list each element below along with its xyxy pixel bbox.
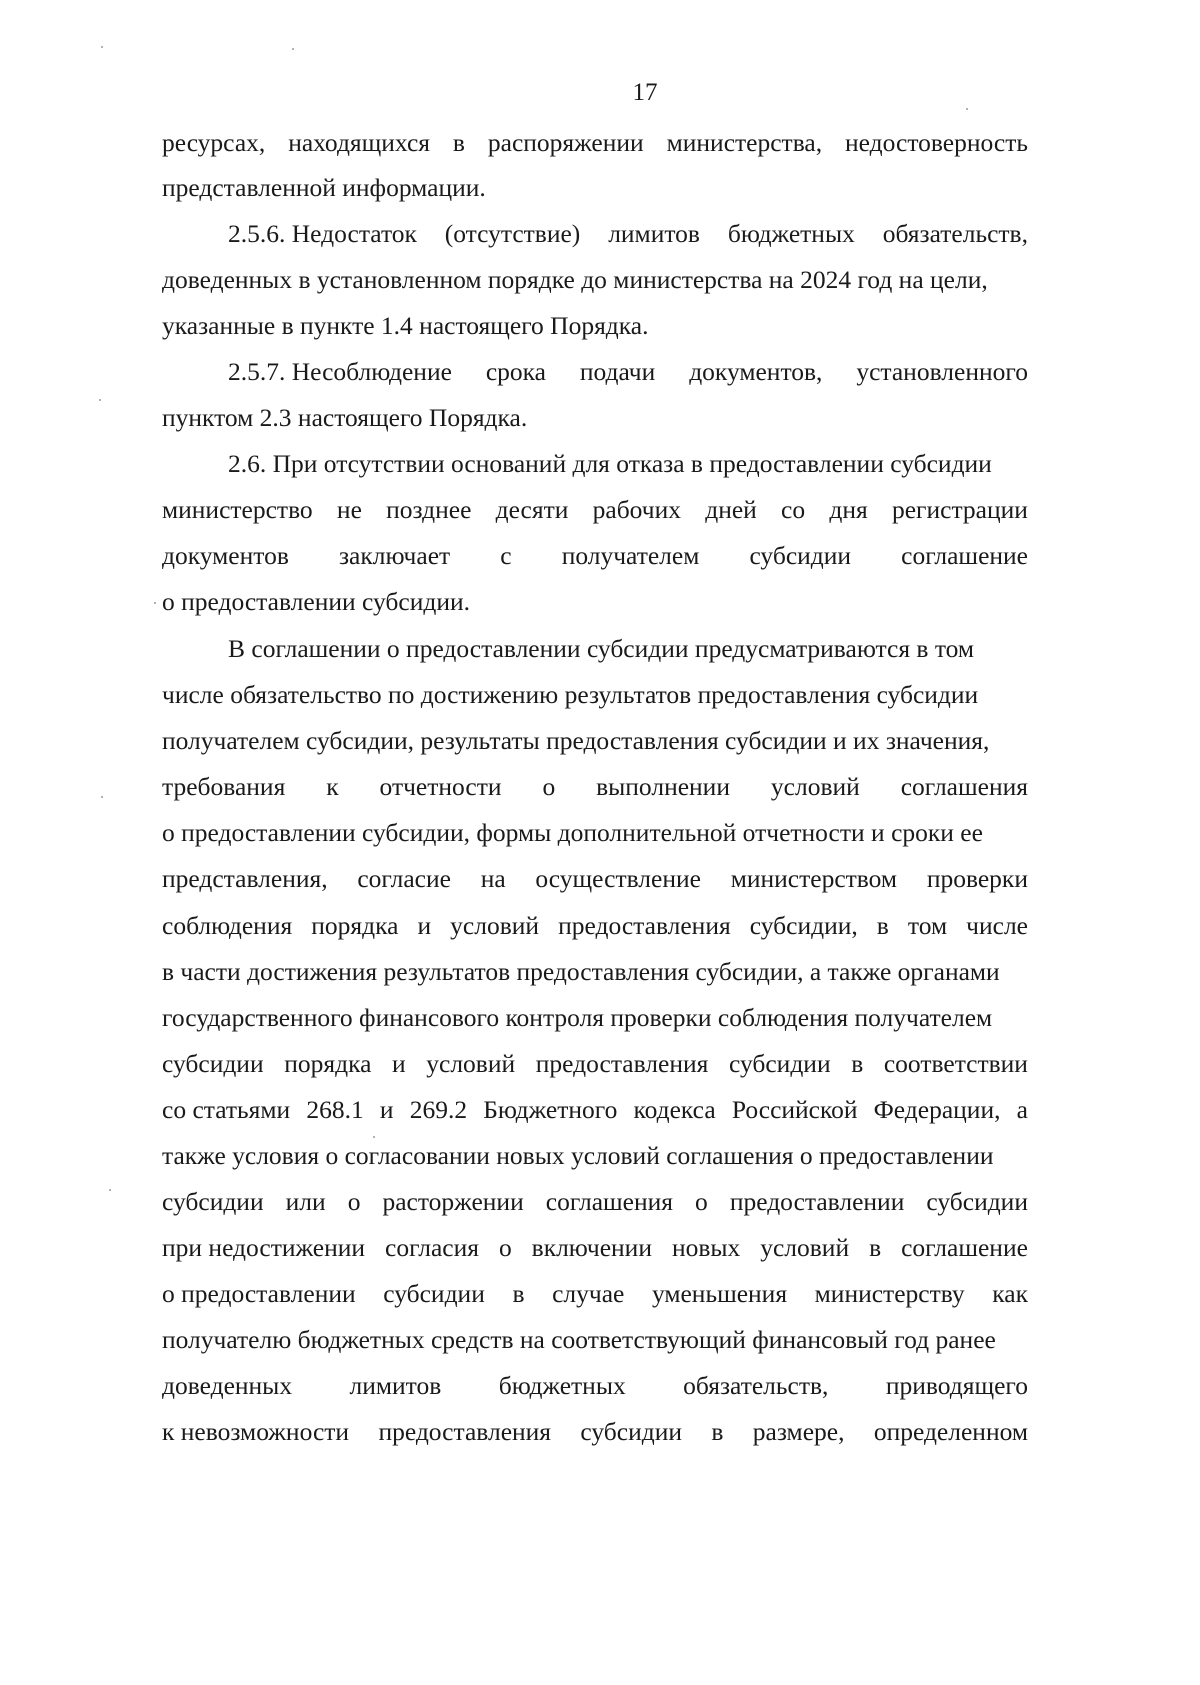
word: и <box>417 911 432 940</box>
word: Российской <box>731 1095 858 1124</box>
word: субсидии <box>926 1187 1028 1216</box>
word: Бюджетного <box>483 1095 618 1124</box>
word: документов, <box>689 357 823 386</box>
text-line-27: получателю бюджетных средств на соответствующий финансовый год ранее <box>162 1325 996 1354</box>
word: субсидии <box>162 1187 264 1216</box>
word: предоставления <box>535 1049 709 1078</box>
word: уменьшения <box>651 1279 788 1308</box>
word: соответствии <box>883 1049 1028 1078</box>
text-line-3 <box>228 217 1028 251</box>
word: доведенных <box>162 1371 293 1400</box>
word: числе <box>966 911 1028 940</box>
text-line-23: также условия о согласовании новых условий соглашения о предоставлении <box>162 1141 994 1170</box>
word: лимитов <box>608 219 700 248</box>
word: субсидии <box>749 541 852 570</box>
word: расторжении <box>382 1187 524 1216</box>
word: проверки <box>926 864 1028 893</box>
text-line-15 <box>162 770 1028 804</box>
word: со статьями <box>162 1095 291 1124</box>
word: бюджетных <box>727 219 855 248</box>
word: к невозможности <box>162 1417 350 1446</box>
word: позднее <box>386 495 472 524</box>
word: или <box>285 1187 326 1216</box>
word: в <box>876 911 889 940</box>
text-line-16: о предоставлении субсидии, формы дополнительной отчетности и сроки ее <box>162 818 983 847</box>
word: субсидии <box>728 1049 831 1078</box>
word: предоставлении <box>729 1187 905 1216</box>
word: субсидии <box>383 1279 485 1308</box>
word: ресурсах, <box>162 128 266 157</box>
word: согласие <box>357 864 451 893</box>
word: дня <box>829 495 868 524</box>
scan-speck <box>292 48 294 50</box>
word: к <box>326 772 339 801</box>
word: о <box>695 1187 708 1216</box>
word: согласия <box>385 1233 479 1262</box>
word: соглашения <box>900 772 1028 801</box>
text-line-8: 2.6. При отсутствии оснований для отказа в предоставлении субсидии <box>228 449 992 478</box>
word: со <box>781 495 806 524</box>
word: 2.5.7. Несоблюдение <box>228 357 452 386</box>
scan-speck <box>101 796 103 798</box>
word: соглашение <box>901 541 1028 570</box>
word: том <box>907 911 948 940</box>
text-line-29 <box>162 1415 1028 1449</box>
word: в <box>869 1233 882 1262</box>
text-line-21 <box>162 1047 1028 1081</box>
text-line-14: получателем субсидии, результаты предоставления субсидии и их значения, <box>162 726 990 755</box>
word: субсидии <box>580 1417 683 1446</box>
word: на <box>480 864 506 893</box>
word: условий <box>760 1233 850 1262</box>
word: включении <box>531 1233 652 1262</box>
text-line-22 <box>162 1093 1028 1127</box>
text-line-24 <box>162 1185 1028 1219</box>
word: приводящего <box>885 1371 1028 1400</box>
word: лимитов <box>349 1371 442 1400</box>
scan-speck <box>373 1136 375 1138</box>
text-line-9 <box>162 493 1028 527</box>
word: о <box>498 1233 512 1262</box>
word: соглашения <box>545 1187 674 1216</box>
word: распоряжении <box>487 128 644 157</box>
word: а <box>1016 1095 1028 1124</box>
text-line-28 <box>162 1369 1028 1403</box>
word: установленного <box>856 357 1028 386</box>
scan-speck <box>101 46 103 48</box>
text-line-18 <box>162 909 1028 943</box>
word: предоставления <box>558 911 731 940</box>
word: предоставления <box>378 1417 552 1446</box>
word: субсидии <box>162 1049 264 1078</box>
text-line-13: числе обязательство по достижению результатов предоставления субсидии <box>162 680 979 709</box>
word: подачи <box>579 357 656 386</box>
word: условий <box>770 772 860 801</box>
word: бюджетных <box>498 1371 626 1400</box>
word: срока <box>485 357 546 386</box>
word: выполнении <box>596 772 730 801</box>
word: министерством <box>730 864 898 893</box>
page-number: 17 <box>632 79 658 106</box>
text-line-11: о предоставлении субсидии. <box>162 587 470 616</box>
word: представления, <box>162 864 328 893</box>
word: недостоверность <box>845 128 1028 157</box>
word: 269.2 <box>409 1095 468 1124</box>
text-line-7: пунктом 2.3 настоящего Порядка. <box>162 403 528 432</box>
word: с <box>500 541 512 570</box>
word: и <box>379 1095 394 1124</box>
word: документов <box>162 541 289 570</box>
word: 2.5.6. Недостаток <box>228 219 417 248</box>
word: министерство <box>162 495 313 524</box>
scan-speck <box>154 602 156 604</box>
word: случае <box>552 1279 625 1308</box>
word: получателем <box>561 541 700 570</box>
word: размере, <box>752 1417 845 1446</box>
text-line-19: в части достижения результатов предоставления субсидии, а также органами <box>162 957 1000 986</box>
word: как <box>992 1279 1028 1308</box>
word: о <box>347 1187 361 1216</box>
text-line-1 <box>162 126 1028 160</box>
text-line-10 <box>162 539 1028 573</box>
word: заключает <box>338 541 451 570</box>
scan-speck <box>966 108 968 110</box>
word: рабочих <box>592 495 681 524</box>
word: условий <box>426 1049 516 1078</box>
word: кодекса <box>633 1095 716 1124</box>
text-line-26 <box>162 1277 1028 1311</box>
text-line-20: государственного финансового контроля проверки соблюдения получателем <box>162 1003 993 1032</box>
word: (отсутствие) <box>444 219 581 248</box>
word: порядка <box>284 1049 372 1078</box>
word: находящихся <box>288 128 430 157</box>
word: дней <box>705 495 757 524</box>
word: требования <box>162 772 286 801</box>
word: не <box>336 495 362 524</box>
word: отчетности <box>379 772 502 801</box>
word: осуществление <box>535 864 701 893</box>
text-line-4: доведенных в установленном порядке до министерства на 2024 год на цели, <box>162 265 988 294</box>
text-line-2: представленной информации. <box>162 173 486 202</box>
word: в <box>512 1279 525 1308</box>
word: о предоставлении <box>162 1279 356 1308</box>
word: Федерации, <box>873 1095 1001 1124</box>
word: порядка <box>311 911 399 940</box>
word: определенном <box>873 1417 1028 1446</box>
text-line-25 <box>162 1231 1028 1265</box>
word: обязательств, <box>882 219 1028 248</box>
text-line-5: указанные в пункте 1.4 настоящего Порядка. <box>162 311 649 340</box>
word: субсидии, <box>749 911 858 940</box>
word: в <box>711 1417 724 1446</box>
word: при недостижении <box>162 1233 366 1262</box>
word: обязательств, <box>683 1371 829 1400</box>
word: регистрации <box>891 495 1028 524</box>
word: новых <box>671 1233 741 1262</box>
word: о <box>542 772 556 801</box>
text-line-17 <box>162 862 1028 896</box>
word: в <box>851 1049 864 1078</box>
word: соглашение <box>901 1233 1028 1262</box>
word: министерства, <box>666 128 823 157</box>
word: министерству <box>814 1279 965 1308</box>
text-line-12: В соглашении о предоставлении субсидии предусматриваются в том <box>228 634 975 663</box>
scan-speck <box>99 399 101 401</box>
text-line-6 <box>228 355 1028 389</box>
scan-speck <box>109 1189 111 1191</box>
word: десяти <box>495 495 569 524</box>
word: в <box>452 128 465 157</box>
word: 268.1 <box>306 1095 364 1124</box>
word: и <box>392 1049 406 1078</box>
word: соблюдения <box>162 911 293 940</box>
word: условий <box>450 911 540 940</box>
